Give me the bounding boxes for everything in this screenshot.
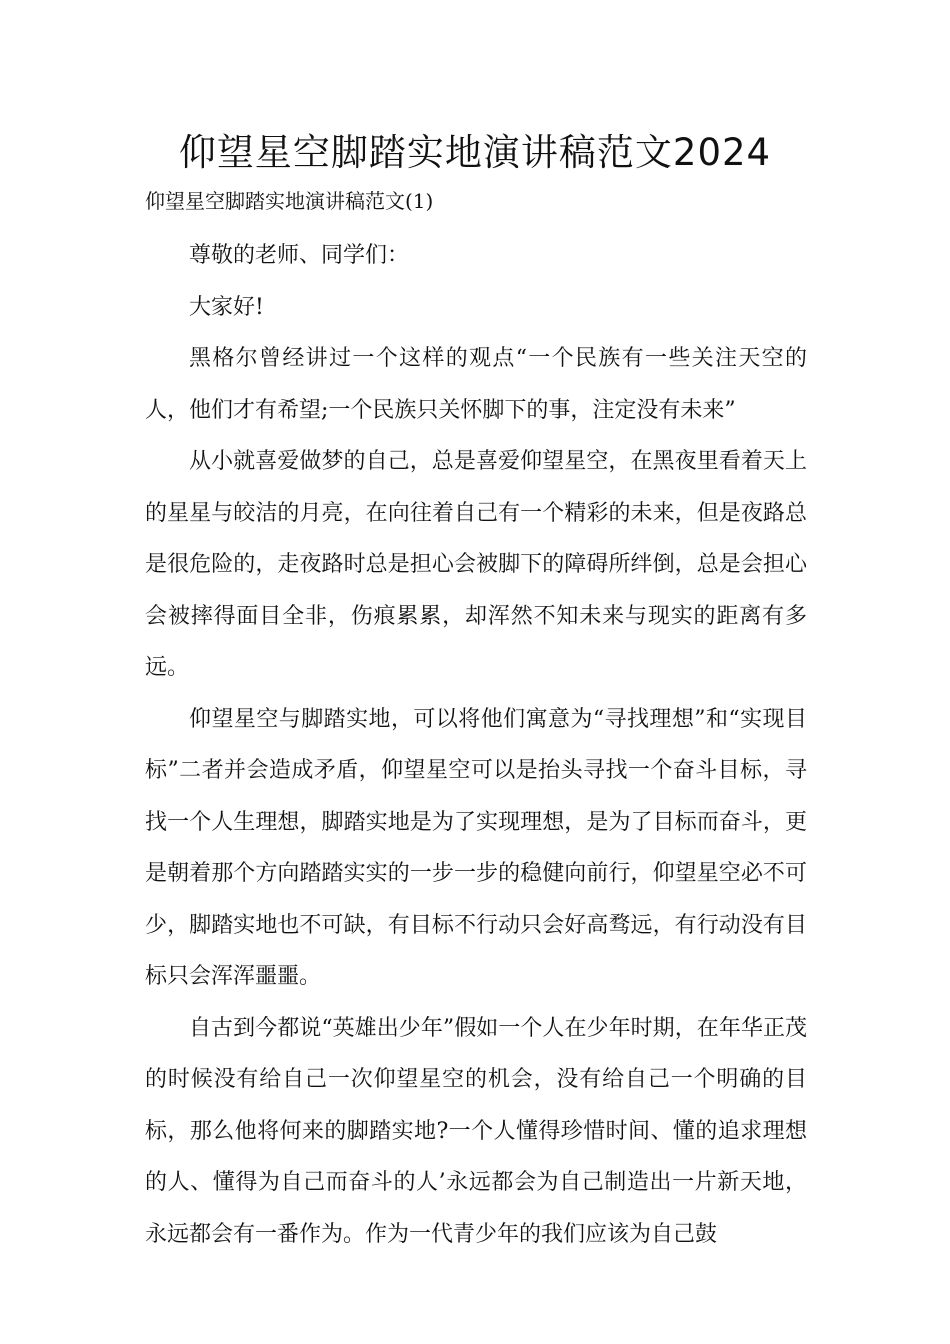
paragraph-stars-and-ground: 仰望星空与脚踏实地，可以将他们寓意为“寻找理想”和“实现目标”二者并会造成矛盾，仰望星空可以是抬头寻找一个奋斗目标，寻找一个人生理想，脚踏实地是为了实现理想，是为了目标而奋斗，更是朝着那个方向踏踏实实的一步一步的稳健向前行，仰望星空必不可少，脚踏实地也不可缺，有目标不行动只会好高骛远，有行动没有目标只会浑浑噩噩。 [145, 706, 807, 989]
paragraph-greeting: 大家好! [189, 294, 264, 320]
document-title: 仰望星空脚踏实地演讲稿范文2024 [178, 131, 772, 174]
document-subtitle: 仰望星空脚踏实地演讲稿范文(1) [145, 189, 434, 213]
paragraph-youth-heroes: 自古到今都说“英雄出少年”假如一个人在少年时期，在年华正茂的时候没有给自己一次仰望星空的机会，没有给自己一个明确的目标，那么他将何来的脚踏实地?一个人懂得珍惜时间、懂的追求理想的人、懂得为自己而奋斗的人’永远都会为自己制造出一片新天地，永远都会有一番作为。作为一代青少年的我们应该为自己鼓 [145, 1015, 807, 1247]
paragraph-childhood-dream: 从小就喜爱做梦的自己，总是喜爱仰望星空，在黑夜里看着天上的星星与皎洁的月亮，在向往着自己有一个精彩的未来，但是夜路总是很危险的，走夜路时总是担心会被脚下的障碍所绊倒，总是会担心会被摔得面目全非，伤痕累累，却浑然不知未来与现实的距离有多远。 [145, 449, 807, 680]
document-body [145, 230, 807, 1260]
paragraph-salutation: 尊敬的老师、同学们： [189, 243, 410, 268]
paragraph-hegel-quote: 黑格尔曾经讲过一个这样的观点“一个民族有一些关注天空的人，他们才有希望;一个民族只关怀脚下的事，注定没有未来” [145, 346, 807, 423]
